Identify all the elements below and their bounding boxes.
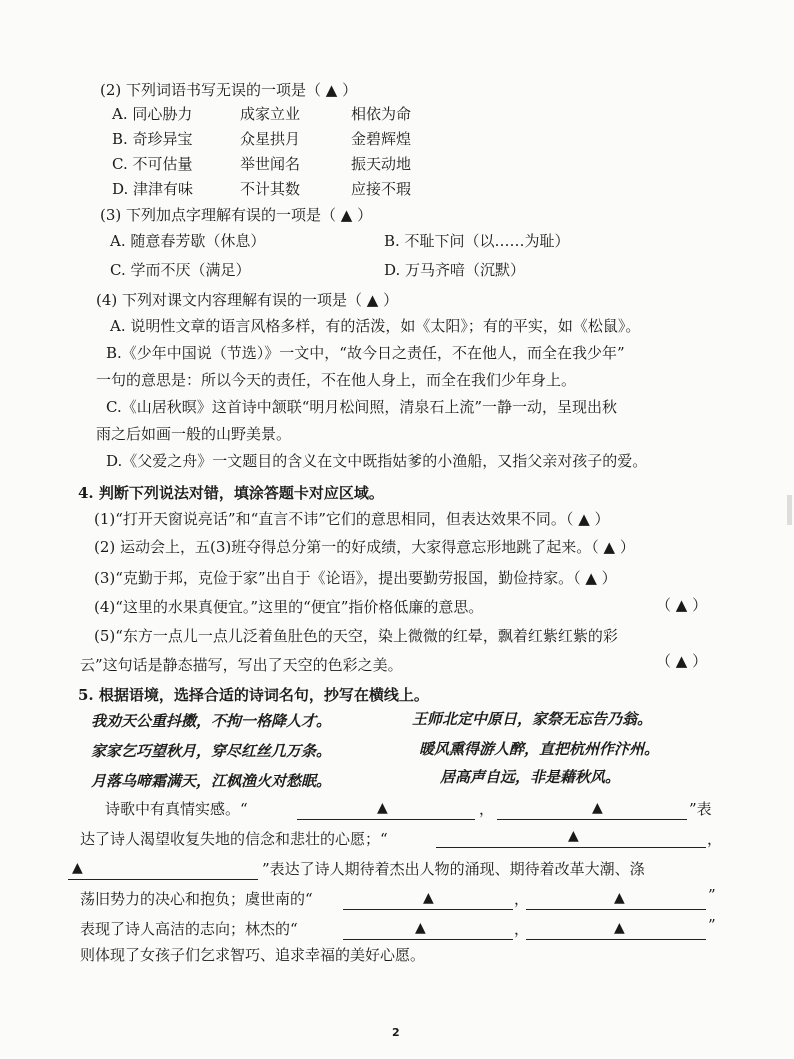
poem-4: 暖风熏得游人醉，直把杭州作汴州。	[419, 740, 660, 758]
q3-stem: (3) 下列加点字理解有误的一项是（ ▲ ）	[100, 206, 373, 224]
section-5-title: 5. 根据语境，选择合适的诗词名句，抄写在横线上。	[78, 686, 429, 704]
q3-c: C. 学而不厌（满足）	[110, 261, 251, 279]
q4-stem: (4) 下列对课文内容理解有误的一项是（ ▲ ）	[96, 291, 399, 309]
q2-a2: 成家立业	[240, 105, 301, 123]
q4-a: A. 说明性文章的语言风格多样，有的活泼，如《太阳》；有的平实，如《松鼠》。	[110, 317, 641, 335]
answer-blank-2[interactable]: ▲	[497, 801, 687, 820]
section-4-title: 4. 判断下列说法对错，填涂答题卡对应区域。	[78, 484, 384, 502]
fill-text-2: ”表	[689, 800, 712, 818]
sec4-item-5-paren: （ ▲ ）	[656, 652, 708, 670]
fill-comma-3: ，	[514, 890, 530, 908]
fill-close-quote-1: ”	[708, 886, 716, 904]
sec4-item-4-paren: （ ▲ ）	[656, 596, 708, 614]
q2-b2: 众星拱月	[240, 130, 301, 148]
fill-text-4: ”表达了诗人期待着杰出人物的涌现、期待着改革大潮、涤	[262, 860, 645, 878]
sec4-item-1: (1)“打开天窗说亮话”和“直言不讳”它们的意思相同，但表达效果不同。（ ▲ ）	[94, 510, 610, 528]
page-edge-mark	[787, 495, 792, 525]
poem-6: 居高声自远，非是藉秋风。	[440, 768, 621, 786]
sec4-item-2: (2) 运动会上，五(3)班夺得总分第一的好成绩，大家得意忘形地跳了起来。（ ▲ ）	[94, 538, 635, 556]
fill-text-6: 表现了诗人高洁的志向；林杰的“	[80, 920, 298, 938]
q2-a1: A. 同心胁力	[112, 105, 193, 123]
q4-b: B.《少年中国说（节选）》一文中，“故今日之责任，不在他人，而全在我少年”	[106, 344, 625, 362]
answer-blank-3[interactable]: ▲	[436, 829, 706, 848]
q2-d1: D. 津津有味	[112, 180, 194, 198]
q2-c3: 振天动地	[351, 155, 412, 173]
q4-c: C.《山居秋暝》这首诗中颔联“明月松间照，清泉石上流”一静一动，呈现出秋	[106, 398, 618, 416]
q3-a: A. 随意春芳歇（休息）	[110, 232, 266, 250]
answer-blank-5[interactable]: ▲	[343, 891, 513, 910]
q4-c-cont: 雨之后如画一般的山野美景。	[96, 425, 292, 443]
q3-d: D. 万马齐喑（沉默）	[384, 261, 526, 279]
answer-blank-1[interactable]: ▲	[297, 801, 475, 820]
poem-3: 家家乞巧望秋月，穿尽红丝几万条。	[91, 742, 332, 760]
q2-a3: 相依为命	[351, 105, 412, 123]
fill-comma-4: ，	[514, 920, 530, 938]
sec4-item-3: (3)“克勤于邦，克俭于家”出自于《论语》，提出要勤劳报国，勤俭持家。（ ▲ ）	[94, 569, 617, 587]
fill-text-5: 荡旧势力的决心和抱负；虞世南的“	[80, 890, 313, 908]
fill-close-quote-2: ”	[708, 916, 716, 934]
fill-text-7: 则体现了女孩子们乞求智巧、追求幸福的美好心愿。	[80, 946, 426, 964]
page-number: 2	[392, 1026, 400, 1039]
poem-1: 我劝天公重抖擞，不拘一格降人才。	[91, 712, 332, 730]
q4-b-cont: 一句的意思是：所以今天的责任，不在他人身上，而全在我们少年身上。	[96, 371, 577, 389]
answer-blank-4[interactable]: ▲	[68, 861, 258, 880]
q2-b3: 金碧辉煌	[351, 130, 412, 148]
q4-d: D.《父爱之舟》一文题目的含义在文中既指姑爹的小渔船，又指父亲对孩子的爱。	[106, 452, 648, 470]
q2-c2: 举世闻名	[240, 155, 301, 173]
sec4-item-5-cont: 云”这句话是静态描写，写出了天空的色彩之美。	[80, 656, 403, 674]
fill-text-3: 达了诗人渴望收复失地的信念和悲壮的心愿；“	[80, 830, 388, 848]
q2-b1: B. 奇珍异宝	[112, 130, 193, 148]
sec4-item-5: (5)“东方一点儿一点儿泛着鱼肚色的天空，染上微微的红晕，飘着红紫红紫的彩	[94, 627, 618, 645]
q2-d2: 不计其数	[240, 180, 301, 198]
answer-blank-7[interactable]: ▲	[343, 921, 513, 940]
answer-blank-6[interactable]: ▲	[526, 891, 706, 910]
fill-comma-2: ，	[707, 830, 723, 848]
answer-blank-8[interactable]: ▲	[526, 921, 706, 940]
poem-2: 王师北定中原日，家祭无忘告乃翁。	[412, 710, 653, 728]
q2-stem: (2) 下列词语书写无误的一项是（ ▲ ）	[100, 81, 358, 99]
q2-c1: C. 不可估量	[112, 155, 193, 173]
q3-b: B. 不耻下问（以……为耻）	[384, 232, 570, 250]
fill-comma-1: ，	[479, 800, 495, 818]
q2-d3: 应接不瑕	[351, 180, 412, 198]
fill-text-1: 诗歌中有真情实感。“	[105, 800, 248, 818]
sec4-item-4: (4)“这里的水果真便宜。”这里的“便宜”指价格低廉的意思。	[94, 598, 484, 616]
poem-5: 月落乌啼霜满天，江枫渔火对愁眠。	[91, 772, 332, 790]
